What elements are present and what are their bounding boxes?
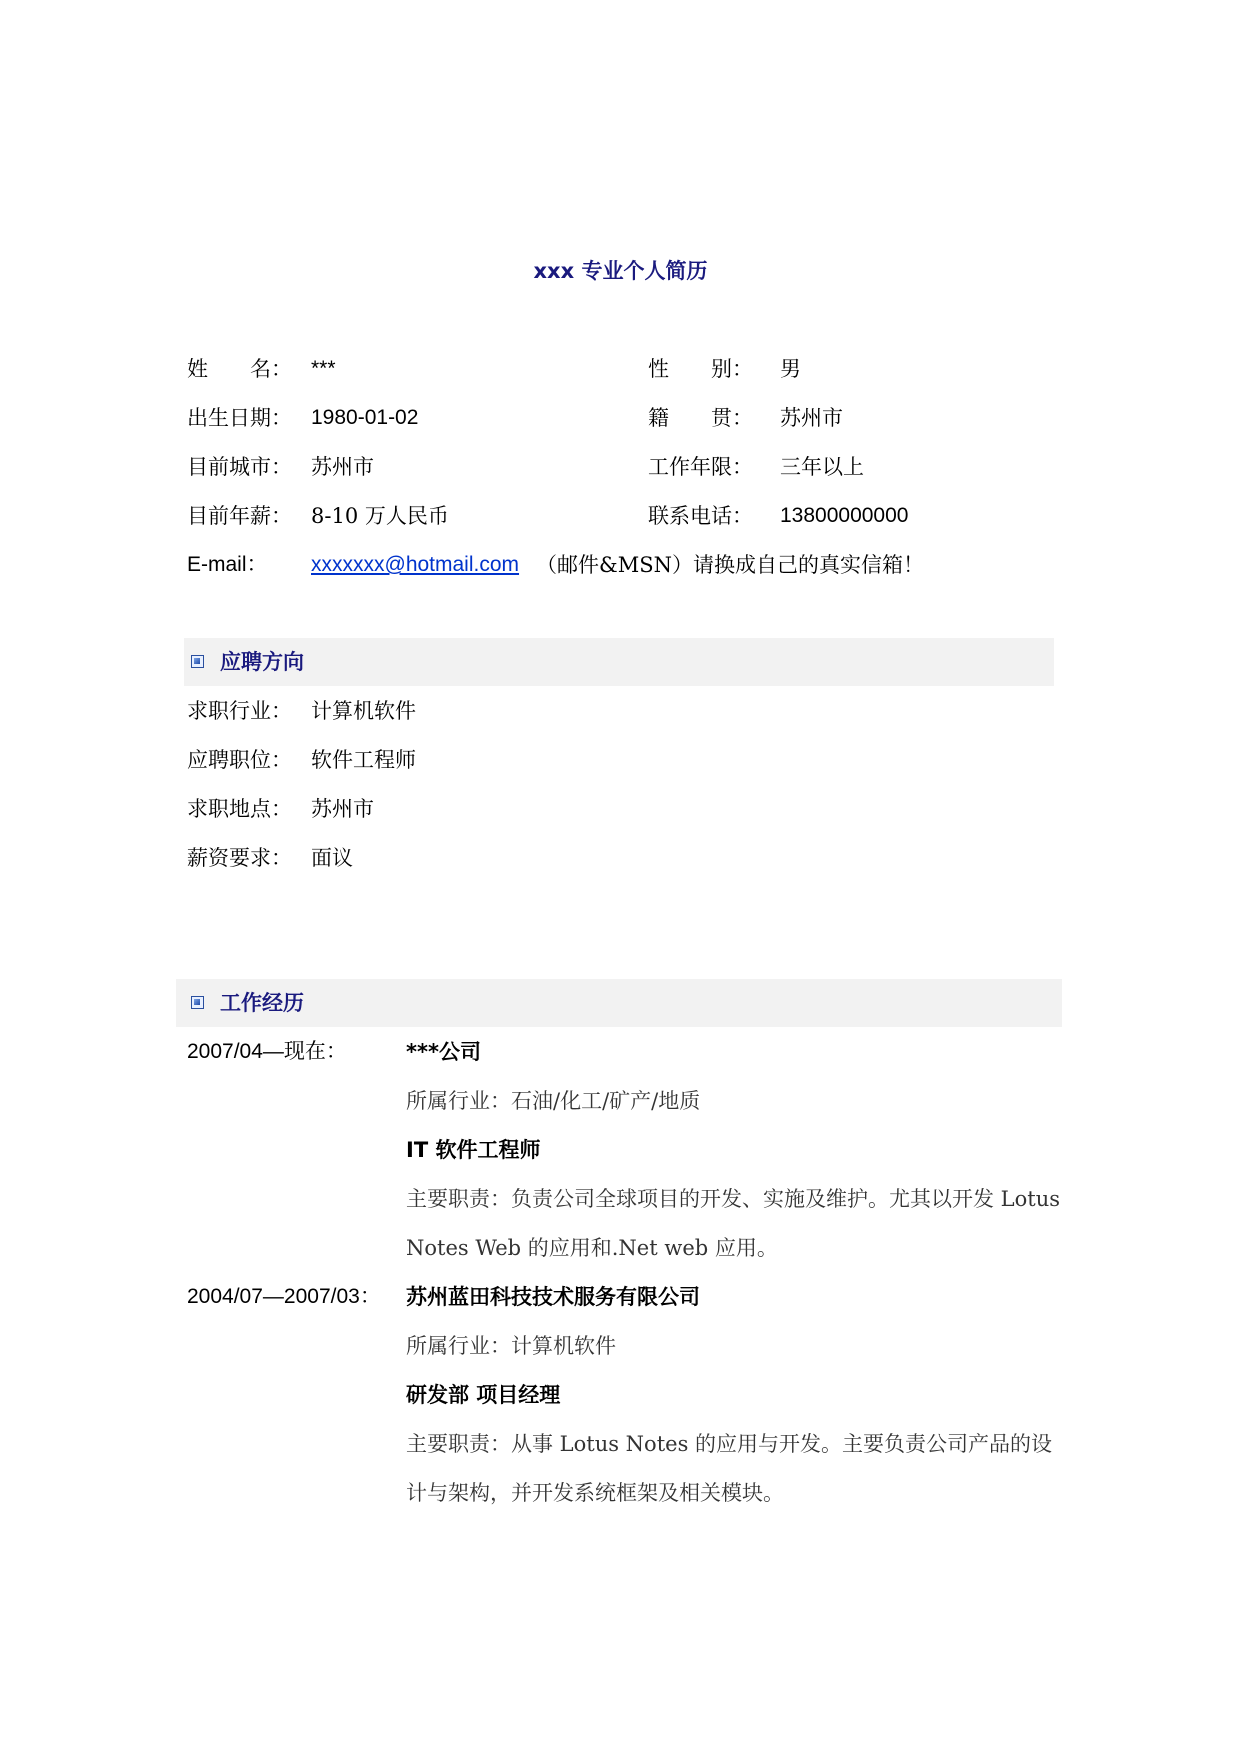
job-date: 2007/04—现在： (187, 1040, 347, 1063)
job-duty-line2: Notes Web 的应用和.Net web 应用。 (406, 1236, 778, 1260)
name-value: *** (311, 357, 336, 380)
job-company: 苏州蓝田科技技术服务有限公司 (406, 1285, 700, 1309)
birth-label: 出生日期： (187, 406, 292, 430)
salary-label: 目前年薪： (187, 504, 292, 528)
city-label: 目前城市： (187, 455, 292, 479)
industry-label: 求职行业： (187, 699, 292, 723)
birth-value: 1980-01-02 (311, 406, 419, 429)
bullet-square-icon (191, 655, 204, 668)
job-duty-line1: 主要职责：负责公司全球项目的开发、实施及维护。尤其以开发 Lotus (406, 1187, 1061, 1211)
industry-value: 计算机软件 (311, 699, 416, 723)
location-label: 求职地点： (187, 797, 292, 821)
desired-salary-value: 面议 (311, 846, 353, 870)
salary-row (187, 501, 1087, 531)
position-value: 软件工程师 (311, 748, 416, 772)
job-industry: 所属行业：计算机软件 (406, 1334, 616, 1358)
birth-row (187, 403, 1087, 433)
job-company: ***公司 (406, 1040, 481, 1064)
name-label: 姓 名： (187, 357, 292, 381)
desired-salary-label: 薪资要求： (187, 846, 292, 870)
bullet-square-icon (191, 996, 204, 1009)
gender-value: 男 (780, 357, 801, 381)
page-title: xxx 专业个人简历 (533, 259, 708, 283)
location-value: 苏州市 (311, 797, 374, 821)
years-label: 工作年限： (648, 455, 753, 479)
industry-row (187, 696, 787, 726)
city-row (187, 452, 1087, 482)
gender-label: 性 别： (648, 357, 753, 381)
location-row (187, 794, 787, 824)
origin-label: 籍 贯： (648, 406, 753, 430)
email-note: （邮件&MSN）请换成自己的真实信箱！ (536, 553, 924, 577)
job-role: 研发部 项目经理 (406, 1383, 561, 1407)
city-value: 苏州市 (311, 455, 374, 479)
origin-value: 苏州市 (780, 406, 843, 430)
job-industry: 所属行业：石油/化工/矿产/地质 (406, 1089, 701, 1113)
email-link[interactable]: xxxxxxx@hotmail.com (311, 553, 520, 576)
job-duty-line2: 计与架构，并开发系统框架及相关模块。 (406, 1481, 784, 1505)
position-label: 应聘职位： (187, 748, 292, 772)
desired-salary-row (187, 843, 787, 873)
years-value: 三年以上 (780, 455, 864, 479)
section-application-title: 应聘方向 (220, 650, 304, 674)
section-experience (176, 979, 1062, 1027)
section-experience-title: 工作经历 (220, 991, 304, 1015)
email-label: E-mail： (187, 553, 268, 576)
phone-label: 联系电话： (648, 504, 753, 528)
job-duty-line1: 主要职责：从事 Lotus Notes 的应用与开发。主要负责公司产品的设 (406, 1432, 1053, 1456)
section-application (184, 638, 1054, 686)
job-role: IT 软件工程师 (406, 1138, 541, 1162)
name-row (187, 354, 1087, 384)
job-date: 2004/07—2007/03： (187, 1285, 381, 1308)
email-row (187, 550, 1087, 580)
position-row (187, 745, 787, 775)
phone-value: 13800000000 (780, 504, 909, 527)
salary-value: 8-10 万人民币 (311, 504, 449, 528)
